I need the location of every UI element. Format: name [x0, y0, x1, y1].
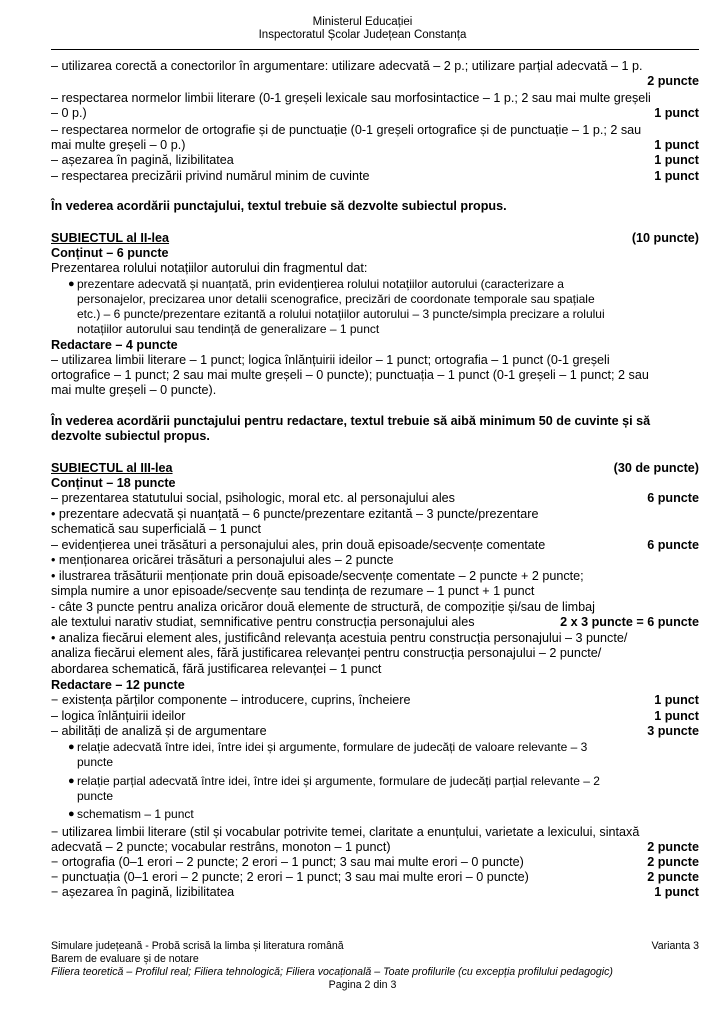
footer-filiera-line: Filiera teoretică – Profilul real; Filiera tehnologică; Filiera vocațională – Toate profilurile (cu excepția profilului pedagogic)	[51, 966, 613, 978]
criterion-line: adecvată – 2 puncte; vocabular restrâns, monoton – 1 punct) 2 puncte	[51, 840, 699, 854]
criterion-line: • menționarea oricărei trăsături a personajului ales – 2 puncte	[51, 553, 394, 567]
criterion-line: – evidențierea unei trăsături a personajului ales, prin două episoade/secvențe comentate 6 puncte	[51, 538, 699, 552]
criterion-line: − utilizarea limbii literare (stil și vocabular potrivite temei, claritate a enunțului, varietate a lexicului, sintaxă	[51, 825, 640, 839]
criterion-line: abordarea schematică, fără justificarea relevanței – 1 punct	[51, 662, 382, 676]
criterion-line: – logica înlănțuirii ideilor 1 punct	[51, 709, 699, 723]
criterion-points: 1 punct	[654, 106, 699, 120]
bullet-icon: ●	[68, 741, 75, 753]
writing-line: ortografice – 1 punct; 2 sau mai multe greșeli – 0 puncte); punctuația – 1 punct (0-1 greșeli – 1 punct; 2 sau	[51, 368, 649, 382]
criterion-line: − ortografia (0–1 erori – 2 puncte; 2 erori – 1 punct; 3 sau mai multe erori – 0 puncte) 2 puncte	[51, 855, 699, 869]
bullet-icon: ●	[68, 808, 75, 820]
criterion-line: • analiza fiecărui element ales, justificând relevanța acestuia pentru construcția personajului – 3 puncte/	[51, 631, 628, 645]
criterion-line: – 0 p.) 1 punct	[51, 106, 699, 120]
subject-2-title: SUBIECTUL al II-lea	[51, 231, 170, 245]
criterion-line: – prezentarea statutului social, psihologic, moral etc. al personajului ales 6 puncte	[51, 491, 699, 505]
criterion-points: 6 puncte	[647, 538, 699, 552]
criterion-line: – respectarea precizării privind numărul minim de cuvinte 1 punct	[51, 169, 699, 183]
criterion-line: analiza fiecărui element ales, fără justificarea relevanței pentru construcția personajului – 2 puncte/	[51, 646, 602, 660]
criterion-line: simpla numire a unor episoade/secvențe sau tendința de rezumare – 1 punct + 1 punct	[51, 584, 535, 598]
subject-3-points: (30 de puncte)	[613, 461, 699, 475]
criterion-points: 2 puncte	[647, 74, 699, 88]
document-page: Ministerul Educației Inspectoratul Școlar Județean Constanța – utilizarea corectă a conectorilor în argumentare: utilizare adecvată – 2 p.; utilizare parțial adecvată – 1 p. 2 puncte – respectarea normelor limbii literare (0-1 greșeli lexicale sau morfosintactice – 1 p.; 2 sau mai multe greșeli – 0 p.) 1 punct – respectarea normelor de ortografie și de punctuație (0-1 greșeli ortografice și de punctuație – 1 p.; 2 sau mai multe greșeli – 0 p.) 1 punct – așezarea în pagină, lizibilitatea 1 punct – respectarea precizării privind numărul minim de cuvinte 1 punct În vederea acordării punctajului, textul trebuie să dezvolte subiectul propus. SUBIECTUL al II-lea (10 puncte) Conținut – 6 puncte Prezentarea rolului notațiilor autorului din fragmentul dat: ● prezentare adecvată și nuanțată, prin evidențierea rolului notațiilor autorului (caracterizare a personajelor, precizarea unor detalii scenografice, precizări de coordonate temporale sau spațiale etc.) – 6 puncte/prezentare ezitantă a rolului notațiilor autorului – 3 puncte/simpla precizare a rolului notațiilor autorului sau tendință de generalizare – 1 punct Redactare – 4 puncte – utilizarea limbii literare – 1 punct; logica înlănțuirii ideilor – 1 punct; ortografia – 1 punct (0-1 greșeli ortografice – 1 punct; 2 sau mai multe greșeli – 0 puncte); punctuația – 1 punct (0-1 greșeli – 1 punct; 2 sau mai multe greșeli – 0 puncte). În vederea acordării punctajului pentru redactare, textul trebuie să aibă minimum 50 de cuvinte și să dezvolte subiectul propus. SUBIECTUL al III-lea (30 de puncte) Conținut – 18 puncte – prezentarea statutului social, psihologic, moral etc. al personajului ales 6 puncte • prezentare adecvată și nuanțată – 6 puncte/prezentare ezitantă – 3 puncte/prezentare schematică sau superficială – 1 punct – evidențierea unei trăsături a personajului ales, prin două episoade/secvențe comentate 6 puncte • menționarea oricărei trăsături a personajului ales – 2 puncte • ilustrarea trăsăturii menționate prin două episoade/secvențe comentate – 2 puncte + 2 puncte; simpla numire a unor episoade/secvențe sau tendința de rezumare – 1 punct + 1 punct - câte 3 puncte pentru analiza oricăror două elemente de structură, de compoziție și/sau de limbaj ale textului narativ studiat, semnificative pentru construcția personajului ales 2 x 3 puncte = 6 puncte • analiza fiecărui element ales, justificând relevanța acestuia pentru construcția personajului – 3 puncte/ analiza fiecărui element ales, fără justificarea relevanței pentru construcția personajului – 2 puncte/ abordarea schematică, fără justificarea relevanței – 1 punct Redactare – 12 puncte − existența părților componente – introducere, cuprins, încheiere 1 punct – logica înlănțuirii ideilor 1 punct – abilități de analiză și de argumentare 3 puncte ● relație adecvată între idei, între idei și argumente, formulare de judecăți de valoare relevante – 3 puncte ● relație parțial adecvată între idei, între idei și argumente, formulare de judecăți parțial relevante – 2 puncte ● schematism – 1 punct − utilizarea limbii literare (stil și vocabular potrivite temei, claritate a enunțului, varietate a lexicului, sintaxă adecvată – 2 puncte; vocabular restrâns, monoton – 1 punct) 2 puncte − ortografia (0–1 erori – 2 puncte; 2 erori – 1 punct; 3 sau mai multe erori – 0 puncte) 2 puncte − punctuația (0–1 erori – 2 puncte; 2 erori – 1 punct; 3 sau mai multe erori – 0 puncte) 2 puncte − așezarea în pagină, lizibilitatea 1 punct Simulare județeană - Probă scrisă la limba și literatura română Varianta 3 Barem de evaluare și de notare Filiera teoretică – Profilul real; Filiera tehnologică; Filiera vocațională – Toate profilurile (cu excepția profilului pedagogic) Pagina 2 din 3	[0, 0, 725, 1024]
criterion-points: 1 punct	[654, 153, 699, 167]
scoring-note: În vederea acordării punctajului, textul trebuie să dezvolte subiectul propus.	[51, 199, 507, 213]
criterion-points: 1 punct	[654, 885, 699, 899]
writing-heading: Redactare – 12 puncte	[51, 678, 185, 692]
criterion-line: – utilizarea corectă a conectorilor în argumentare: utilizare adecvată – 2 p.; utilizare parțial adecvată – 1 p.	[51, 59, 643, 73]
criterion-points: 1 punct	[654, 693, 699, 707]
criterion-line: • ilustrarea trăsăturii menționate prin două episoade/secvențe comentate – 2 puncte + 2 puncte;	[51, 569, 584, 583]
subject-3-heading	[51, 461, 699, 476]
content-heading: Conținut – 18 puncte	[51, 476, 176, 490]
footer-barem-line: Barem de evaluare și de notare	[51, 953, 199, 965]
subject-2-points: (10 puncte)	[631, 231, 699, 245]
content-heading: Conținut – 6 puncte	[51, 246, 169, 260]
writing-line: – utilizarea limbii literare – 1 punct; logica înlănțuirii ideilor – 1 punct; ortografia – 1 punct (0-1 greșeli	[51, 353, 610, 367]
content-intro: Prezentarea rolului notațiilor autorului din fragmentul dat:	[51, 261, 368, 275]
footer-variant: Varianta 3	[651, 940, 699, 952]
criterion-line: – așezarea în pagină, lizibilitatea 1 punct	[51, 153, 699, 167]
scoring-note: dezvolte subiectul propus.	[51, 429, 210, 443]
criterion-points: 1 punct	[654, 709, 699, 723]
criterion-points: 2 x 3 puncte = 6 puncte	[560, 615, 699, 629]
criterion-line: − așezarea în pagină, lizibilitatea 1 punct	[51, 885, 699, 899]
criterion-points: 6 puncte	[647, 491, 699, 505]
criterion-line: − punctuația (0–1 erori – 2 puncte; 2 erori – 1 punct; 3 sau mai multe erori – 0 puncte) 2 puncte	[51, 870, 699, 884]
criterion-line: − existența părților componente – introducere, cuprins, încheiere 1 punct	[51, 693, 699, 707]
header-divider	[51, 49, 699, 50]
inspectorate-title: Inspectoratul Școlar Județean Constanța	[258, 29, 467, 41]
criterion-points: 1 punct	[654, 169, 699, 183]
criterion-points: 3 puncte	[647, 724, 699, 738]
subject-2-heading	[51, 231, 699, 246]
ministry-title: Ministerul Educației	[312, 16, 413, 28]
criterion-points: 2 puncte	[647, 870, 699, 884]
criterion-line: • prezentare adecvată și nuanțată – 6 puncte/prezentare ezitantă – 3 puncte/prezentare	[51, 507, 539, 521]
criterion-line: – abilități de analiză și de argumentare 3 puncte	[51, 724, 699, 738]
criterion-line: schematică sau superficială – 1 punct	[51, 522, 262, 536]
writing-line: mai multe greșeli – 0 puncte).	[51, 383, 217, 397]
criterion-line: - câte 3 puncte pentru analiza oricăror două elemente de structură, de compoziție și/sau de limbaj	[51, 600, 595, 614]
criterion-line: ale textului narativ studiat, semnificative pentru construcția personajului ales 2 x 3 puncte = 6 puncte	[51, 615, 699, 629]
criterion-line: mai multe greșeli – 0 p.) 1 punct	[51, 138, 699, 152]
criterion-line: – respectarea normelor limbii literare (0-1 greșeli lexicale sau morfosintactice – 1 p.; 2 sau mai multe greșeli	[51, 91, 651, 105]
criterion-line: – respectarea normelor de ortografie și de punctuație (0-1 greșeli ortografice și de punctuație – 1 p.; 2 sau	[51, 123, 642, 137]
bullet-icon: ●	[68, 775, 75, 787]
footer-exam-line: Simulare județeană - Probă scrisă la limba și literatura română Varianta 3	[51, 940, 699, 952]
scoring-note: În vederea acordării punctajului pentru redactare, textul trebuie să aibă minimum 50 de cuvinte și să	[51, 414, 651, 428]
criterion-points: 1 punct	[654, 138, 699, 152]
bullet-icon: ●	[68, 278, 75, 290]
page-number: Pagina 2 din 3	[328, 979, 397, 991]
writing-heading: Redactare – 4 puncte	[51, 338, 178, 352]
criterion-points: 2 puncte	[647, 840, 699, 854]
subject-3-title: SUBIECTUL al III-lea	[51, 461, 173, 475]
criterion-points: 2 puncte	[647, 855, 699, 869]
